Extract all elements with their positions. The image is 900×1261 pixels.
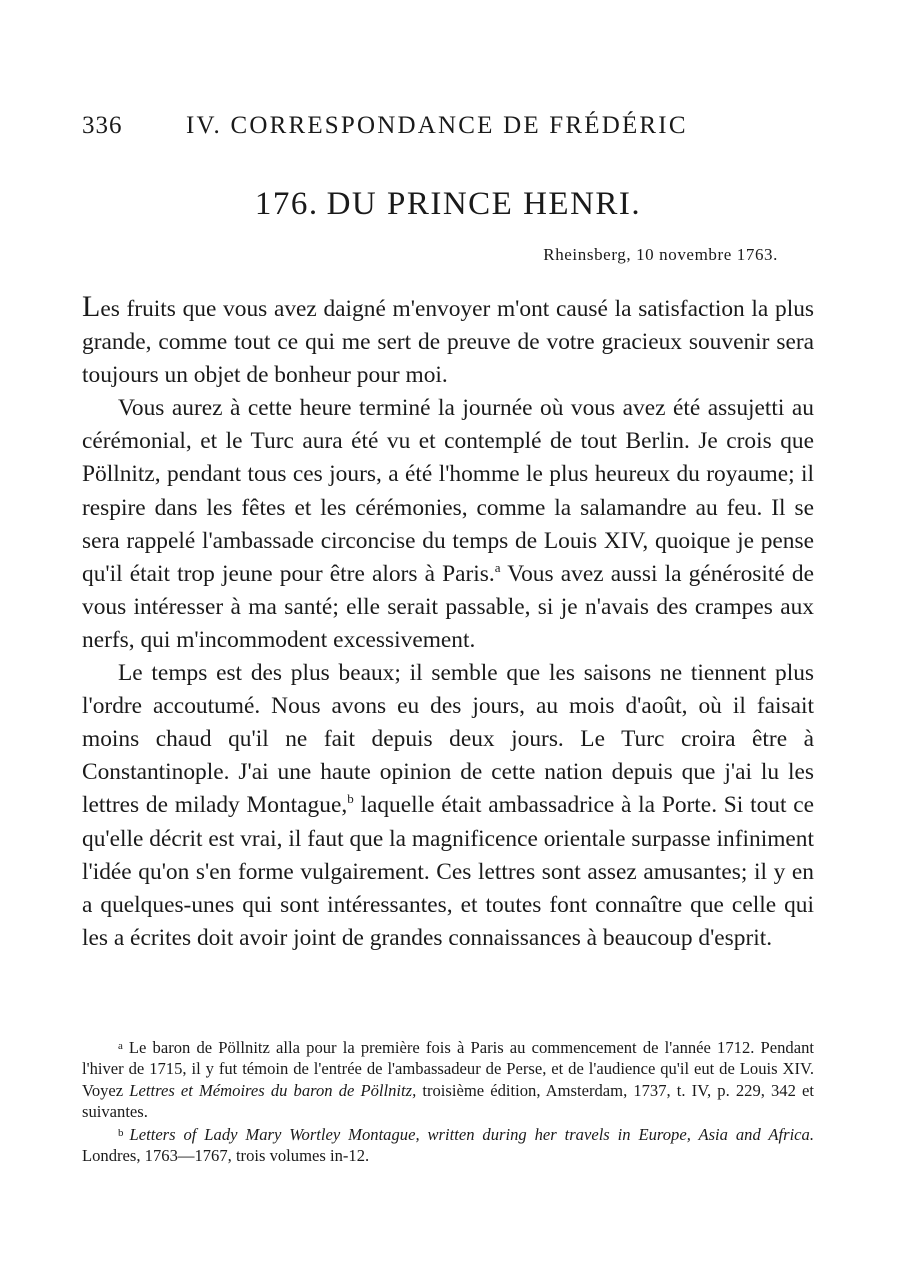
letter-dateline: Rheinsberg, 10 novembre 1763. [543,245,778,264]
footnote-ref-b[interactable]: b [347,791,354,807]
paragraph-3-text-a: Le temps est des plus beaux; il semble que les saisons ne tiennent plus l'ordre accoutumé. Nous avons eu des jours, au mois d'août, où il faisait moins chaud qu'il ne fait depuis deux jours. Le Turc croira être à Constantinople. J'ai une haute opinion de cette nation depuis que j'ai lu les lettres de milady Montague, [82,660,814,819]
paragraph-2-text-b: Vous avez aussi la générosité de vous intéresser à ma santé; elle serait passable, si je n'avais des crampes aux nerfs, qui m'incommodent excessivement. [82,560,815,653]
letter-heading [82,186,814,223]
paragraph-1-text: es fruits que vous avez daigné m'envoyer m'ont causé la satisfaction la plus grande, comme tout ce qui me sert de preuve de votre gracieux souvenir sera toujours un objet de bonheur pour moi. [82,296,814,389]
footnote-a [82,1036,814,1123]
footnotes [82,1036,814,1166]
running-header-title: IV. CORRESPONDANCE DE FRÉDÉRIC [186,112,688,139]
paragraph-2-text-a: Vous aurez à cette heure terminé la journée où vous avez été assujetti au cérémonial, et le Turc aura été vu et contemplé de tout Berlin. Je crois que Pöllnitz, pendant tous ces jours, a été l'homme le plus heureux du royaume; il respire dans les fêtes et les cérémonies, comme la salamandre au feu. Il se sera rappelé l'ambassade circoncise du temps de Louis XIV, quoique je pense qu'il était trop jeune pour être alors à Paris. [82,395,814,587]
page-number: 336 [82,112,123,139]
initial-letter: L [82,290,101,323]
footnote-b-italic: Letters of Lady Mary Wortley Montague, written during her travels in Europe, Asia and Africa. [129,1124,814,1144]
running-header [82,112,814,140]
paragraph-3 [82,657,814,955]
footnote-b [82,1123,814,1167]
book-page [82,0,814,1261]
footnote-mark-b: b [118,1126,124,1139]
letter-title: DU PRINCE HENRI. [326,186,642,222]
footnote-a-italic: Lettres et Mémoires du baron de Pöllnitz, [129,1080,417,1100]
footnote-b-text-b: Londres, 1763—1767, trois volumes in-12. [82,1146,370,1166]
letter-number: 176. [254,186,319,222]
letter-body [82,290,814,955]
footnote-a-text-b: troisième édition, Amsterdam, 1737, t. IV, p. 229, 342 et suivantes. [82,1080,814,1122]
footnote-ref-a[interactable]: a [494,559,501,575]
footnote-a-text-a: Le baron de Pöllnitz alla pour la première fois à Paris au commencement de l'année 1712. Pendant l'hiver de 1715, il y fut témoin de l'entrée de l'ambassadeur de Perse, et de l'audience qu'il eut de Louis XIV. Voyez [82,1038,814,1100]
footnote-mark-a: a [118,1040,123,1052]
paragraph-3-text-b: laquelle était ambassadrice à la Porte. Si tout ce qu'elle décrit est vrai, il faut que la magnificence orientale surpasse infiniment l'idée qu'on s'en forme vulgairement. Ces lettres sont assez amusantes; il y en a quelques-unes qui sont intéressantes, et toutes font connaître que celle qui les a écrites doit avoir joint de grandes connaissances à beaucoup d'esprit. [82,792,814,951]
paragraph-1 [82,290,814,392]
paragraph-2 [82,392,814,657]
